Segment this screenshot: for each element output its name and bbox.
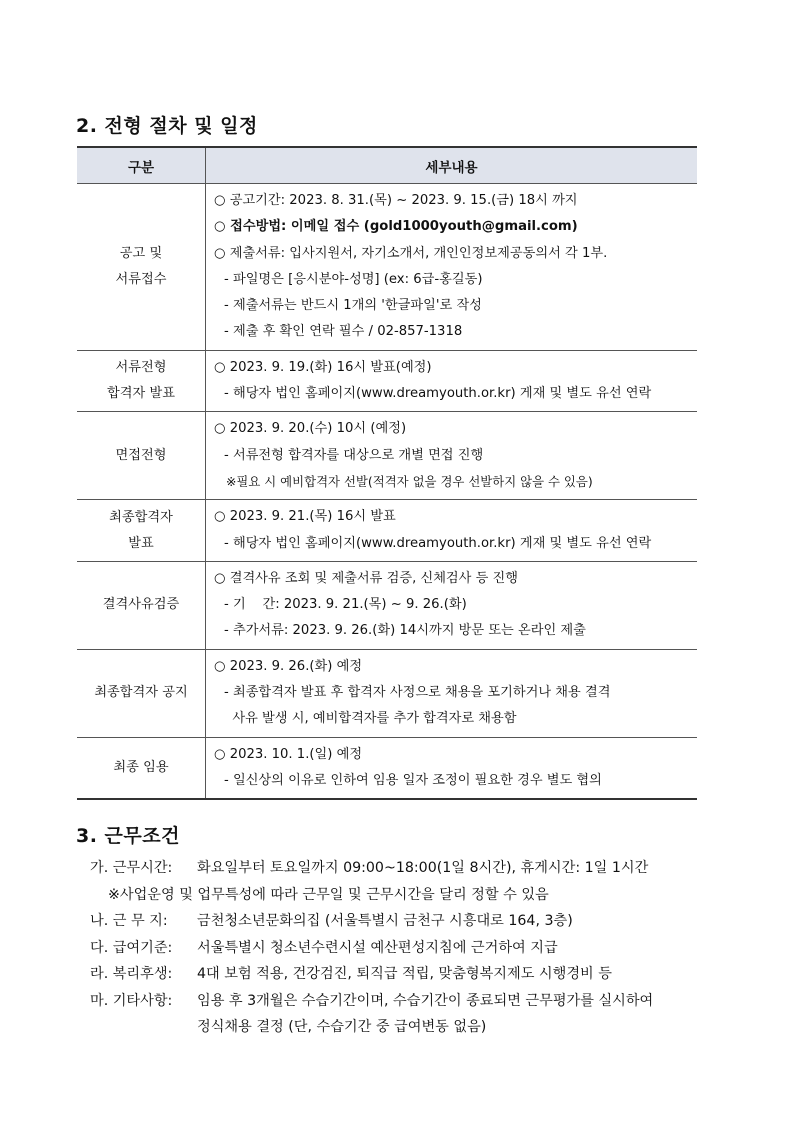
list-item: 나. 근 무 지: 금천청소년문화의집 (서울특별시 금천구 시흥대로 164, 3층) <box>90 913 573 929</box>
row-details: ○ 2023. 9. 26.(화) 예정 - 최종합격자 발표 후 합격자 사정으로 채용을 포기하거나 채용 결격 사유 발생 시, 예비합격자를 추가 합격자로 채용함 <box>206 649 698 737</box>
header-category: 구분 <box>77 147 206 184</box>
list-item: 라. 복리후생: 4대 보험 적용, 건강검진, 퇴직급 적립, 맞춤형복지제도 시행경비 등 <box>90 966 612 982</box>
row-details: ○ 2023. 10. 1.(일) 예정 - 일신상의 이유로 인하여 임용 일자 조정이 필요한 경우 별도 협의 <box>206 737 698 799</box>
table-row <box>77 184 697 351</box>
table-row <box>77 500 697 562</box>
work-conditions-list <box>90 855 653 1041</box>
list-item: 다. 급여기준: 서울특별시 청소년수련시설 예산편성지침에 근거하여 지급 <box>90 939 558 956</box>
table-row <box>77 737 697 799</box>
list-note: ※사업운영 및 업무특성에 따라 근무일 및 근무시간을 달리 정할 수 있음 <box>108 886 549 903</box>
table-row <box>77 649 697 737</box>
list-item-continuation: 정식채용 결정 (단, 수습기간 중 급여변동 없음) <box>197 1019 487 1035</box>
row-category: 결격사유검증 <box>77 561 206 649</box>
table-row <box>77 350 697 412</box>
section-3-title: 3. 근무조건 <box>76 825 180 847</box>
section-2-title: 2. 전형 절차 및 일정 <box>76 115 258 137</box>
row-category: 공고 및 서류접수 <box>77 184 206 351</box>
row-category: 최종 임용 <box>77 737 206 799</box>
row-details: ○ 2023. 9. 20.(수) 10시 (예정) - 서류전형 합격자를 대상으로 개별 면접 진행 ※필요 시 예비합격자 선발(적격자 없을 경우 선발하지 않을 수 있음) <box>206 412 698 500</box>
row-category: 면접전형 <box>77 412 206 500</box>
row-details: ○ 2023. 9. 21.(목) 16시 발표 - 해당자 법인 홈페이지(www.dreamyouth.or.kr) 게재 및 별도 유선 연락 <box>206 500 698 562</box>
schedule-table <box>77 146 697 800</box>
row-details: ○ 2023. 9. 19.(화) 16시 발표(예정) - 해당자 법인 홈페이지(www.dreamyouth.or.kr) 게재 및 별도 유선 연락 <box>206 350 698 412</box>
table-row <box>77 561 697 649</box>
row-category: 서류전형 합격자 발표 <box>77 350 206 412</box>
row-details: ○ 공고기간: 2023. 8. 31.(목) ~ 2023. 9. 15.(금) 18시 까지 ○ 접수방법: 이메일 접수 (gold1000youth@gmail.com) ○ 제출서류: 입사지원서, 자기소개서, 개인인정보제공동의서 각 1부. - 파일명은 [응시분야-성명] (ex: 6급-홍길동) - 제출서류는 반드시 1개의 '한글파일'로 작성 - 제출 후 확인 연락 필수 / 02-857-1318 <box>206 184 698 351</box>
row-details: ○ 결격사유 조회 및 제출서류 검증, 신체검사 등 진행 - 기 간: 2023. 9. 21.(목) ~ 9. 26.(화) - 추가서류: 2023. 9. 26.(화) 14시까지 방문 또는 온라인 제출 <box>206 561 698 649</box>
submission-method: ○ 접수방법: 이메일 접수 (gold1000youth@gmail.com) <box>214 219 578 235</box>
row-category: 최종합격자 발표 <box>77 500 206 562</box>
header-details: 세부내용 <box>206 147 698 184</box>
list-item: 마. 기타사항: 임용 후 3개월은 수습기간이며, 수습기간이 종료되면 근무평가를 실시하여 <box>90 992 654 1009</box>
table-header-row <box>77 147 697 184</box>
row-category: 최종합격자 공지 <box>77 649 206 737</box>
list-item: 가. 근무시간: 화요일부터 토요일까지 09:00~18:00(1일 8시간), 휴게시간: 1일 1시간 <box>90 860 649 876</box>
table-row <box>77 412 697 500</box>
